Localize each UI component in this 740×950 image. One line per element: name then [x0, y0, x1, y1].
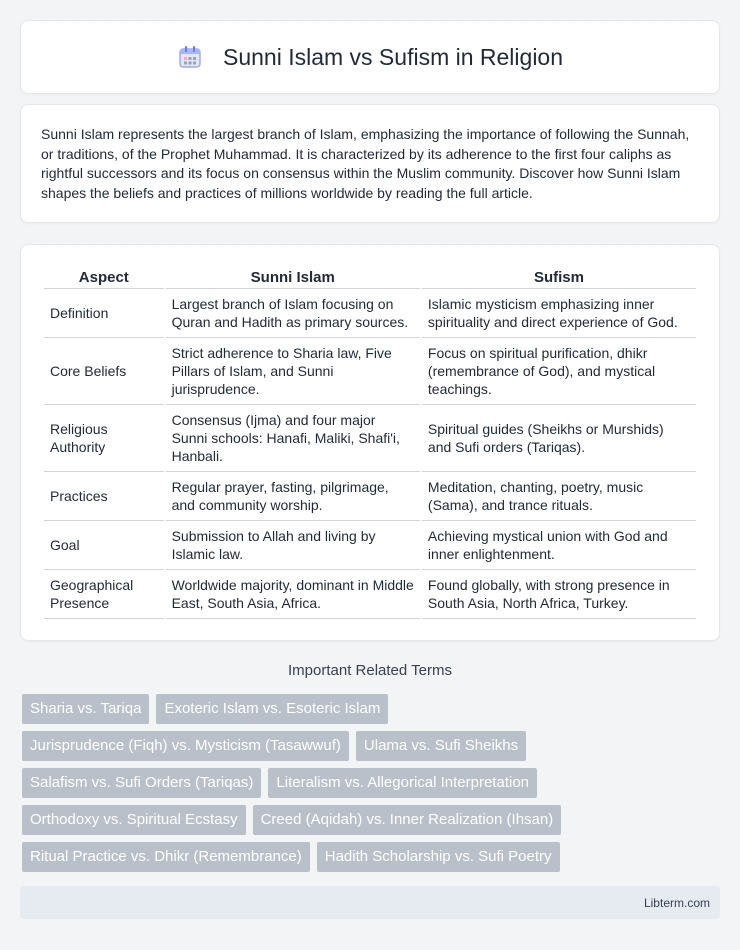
- related-term-tag[interactable]: Hadith Scholarship vs. Sufi Poetry: [317, 842, 560, 872]
- table-row: [44, 338, 696, 405]
- related-term-tag[interactable]: Salafism vs. Sufi Orders (Tariqas): [22, 768, 261, 798]
- table-header-row: [44, 265, 696, 289]
- related-term-tag[interactable]: Literalism vs. Allegorical Interpretation: [268, 768, 537, 798]
- table-row: [44, 289, 696, 338]
- intro-card: [20, 104, 720, 223]
- row-sufism: Found globally, with strong presence in South Asia, North Africa, Turkey.: [422, 570, 696, 619]
- header-sufism: Sufism: [422, 265, 696, 289]
- related-terms-title: Important Related Terms: [288, 662, 452, 679]
- row-sunni: Regular prayer, fasting, pilgrimage, and community worship.: [166, 472, 420, 521]
- table-row: [44, 570, 696, 619]
- row-sufism: Focus on spiritual purification, dhikr (remembrance of God), and mystical teachings.: [422, 338, 696, 405]
- page-title: Sunni Islam vs Sufism in Religion: [222, 43, 564, 70]
- row-sunni: Worldwide majority, dominant in Middle East, South Asia, Africa.: [166, 570, 420, 619]
- row-aspect: Practices: [44, 472, 164, 521]
- row-aspect: Geographical Presence: [44, 570, 164, 619]
- row-sufism: Achieving mystical union with God and inner enlightenment.: [422, 521, 696, 570]
- row-sufism: Meditation, chanting, poetry, music (Sama), and trance rituals.: [422, 472, 696, 521]
- footer-site-link[interactable]: Libterm.com: [643, 895, 710, 910]
- table-row: [44, 521, 696, 570]
- table-row: [44, 405, 696, 472]
- table-row: [44, 472, 696, 521]
- comparison-table-card: [20, 244, 720, 641]
- related-term-tag[interactable]: Sharia vs. Tariqa: [22, 694, 149, 724]
- row-sunni: Consensus (Ijma) and four major Sunni schools: Hanafi, Maliki, Shafi'i, Hanbali.: [166, 405, 420, 472]
- calendar-icon: [177, 44, 203, 70]
- row-sunni: Submission to Allah and living by Islamic law.: [166, 521, 420, 570]
- row-aspect: Religious Authority: [44, 405, 164, 472]
- row-aspect: Definition: [44, 289, 164, 338]
- related-term-tag[interactable]: Orthodoxy vs. Spiritual Ecstasy: [22, 805, 246, 835]
- related-term-tag[interactable]: Jurisprudence (Fiqh) vs. Mysticism (Tasawwuf): [22, 731, 349, 761]
- related-term-tag[interactable]: Ritual Practice vs. Dhikr (Remembrance): [22, 842, 310, 872]
- header-sunni-islam: Sunni Islam: [166, 265, 420, 289]
- row-aspect: Goal: [44, 521, 164, 570]
- related-term-tag[interactable]: Exoteric Islam vs. Esoteric Islam: [156, 694, 388, 724]
- intro-text: Sunni Islam represents the largest branch of Islam, emphasizing the importance of following the Sunnah, or traditions, of the Prophet Muhammad. It is characterized by its adherence to the first four caliphs as rightful successors and its focus on consensus within the Muslim community. Discover how Sunni Islam shapes the beliefs and practices of millions worldwide by reading the full article.: [41, 126, 690, 201]
- header-aspect: Aspect: [44, 265, 164, 289]
- row-aspect: Core Beliefs: [44, 338, 164, 405]
- row-sunni: Strict adherence to Sharia law, Five Pillars of Islam, and Sunni jurisprudence.: [166, 338, 420, 405]
- comparison-table: [42, 265, 698, 619]
- row-sufism: Spiritual guides (Sheikhs or Murshids) and Sufi orders (Tariqas).: [422, 405, 696, 472]
- related-terms-list: [22, 694, 722, 872]
- header-card: [20, 20, 720, 94]
- footer: [20, 886, 720, 919]
- row-sunni: Largest branch of Islam focusing on Quran and Hadith as primary sources.: [166, 289, 420, 338]
- row-sufism: Islamic mysticism emphasizing inner spirituality and direct experience of God.: [422, 289, 696, 338]
- related-term-tag[interactable]: Creed (Aqidah) vs. Inner Realization (Ihsan): [253, 805, 562, 835]
- related-term-tag[interactable]: Ulama vs. Sufi Sheikhs: [356, 731, 526, 761]
